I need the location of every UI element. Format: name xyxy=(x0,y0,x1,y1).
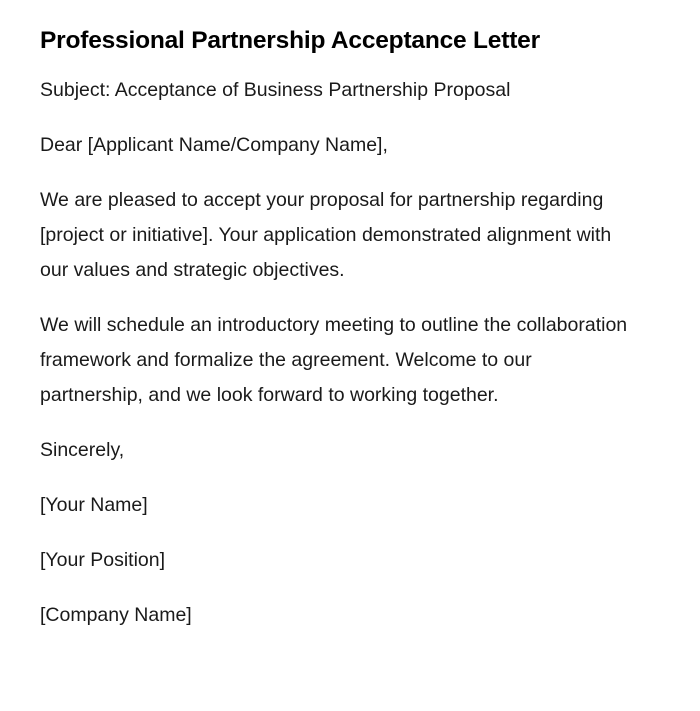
signature-name: [Your Name] xyxy=(40,494,148,516)
signature-position: [Your Position] xyxy=(40,549,166,571)
closing: Sincerely, xyxy=(40,439,125,461)
subject-line: Subject: Acceptance of Business Partnership Proposal xyxy=(40,79,511,101)
body-paragraph-1: We are pleased to accept your proposal for partnership regarding [project or initiative]. Your application demonstrated alignment with our values and strategic objectives. xyxy=(40,189,612,281)
letter xyxy=(40,24,640,653)
salutation: Dear [Applicant Name/Company Name], xyxy=(40,134,388,156)
document-title: Professional Partnership Acceptance Letter xyxy=(40,27,540,54)
signature-company: [Company Name] xyxy=(40,604,192,626)
body-paragraph-2: We will schedule an introductory meeting to outline the collaboration framework and formalize the agreement. Welcome to our partnership, and we look forward to working together. xyxy=(40,314,628,406)
